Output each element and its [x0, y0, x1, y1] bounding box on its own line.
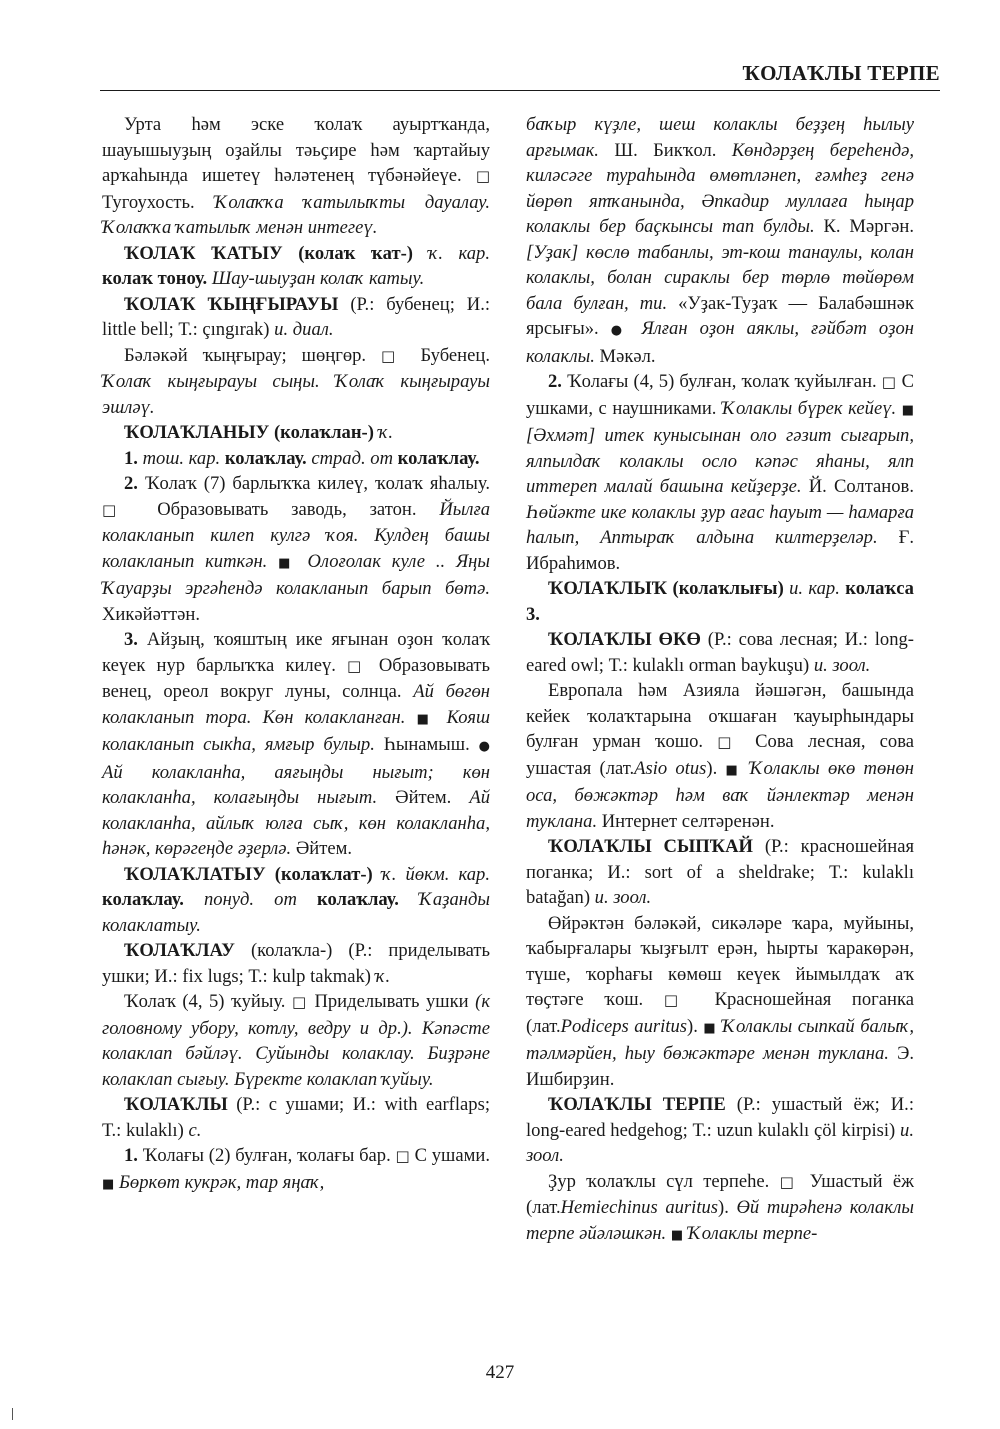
dictionary-entry: ҠОЛАҠЛЫ СЫПҠАЙ (Р.: красношейная поганка; И.: sort of a sheldrake; Т.: kulaklı batağan) и. зоол.	[526, 836, 914, 908]
dictionary-entry: ҠОЛАҠЛЫ ӨКӨ (Р.: сова лесная; И.: long-eared owl; Т.: kulaklı orman baykuşu) и. зоол.	[526, 629, 914, 676]
headword: ҠОЛАҠЛЫ СЫПҠАЙ	[548, 836, 753, 857]
page-number: 427	[485, 1362, 515, 1383]
dictionary-entry: ҠОЛАҠЛАТЫУ (колаҡлат-) ҡ. йөкм. кар. колаҡлау. понуд. от колаҡлау. Ҡаҙанды колаклатыу.	[102, 863, 490, 936]
headword: ҠОЛАҠЛЫ	[124, 1094, 228, 1115]
headword: ҠОЛАҠ ҠЫҢҒЫРАУЫ	[124, 293, 339, 315]
entry-continuation: баҡыр күҙле, шеш колаклы беҙҙең һылыу арғымак. Ш. Бикҡол. Көндәрҙең береһендә, киләсәге тураһында өмөтләнеп, ғәмһеҙ генә йөрөп ятҡанында, Әпкадир муллаға һыңар колаклы бер баҫкынсы тап булды. К. Мәргән. [Уҙак] көслө табанлы, эт-кош танаулы, колан колаклы, болан сираклы бер төрлө төйөрөм бала булған, ти. «Уҙак-Туҙаҡ — Балабәшнәк ярсығы». ● Ялған оҙон аяклы, ғәйбәт оҙон колаклы. Мәкәл.	[526, 114, 914, 367]
page-header	[100, 58, 940, 91]
sense: 2. Ҡолағы (4, 5) булған, ҡолаҡ ҡуйылған. □ С ушками, с наушниками. Ҡолаклы бүрек кейеү. ■ [Әхмәт] итек кунысынан оло гәзит сығарып, ялпылдаҡ колаклы осло кәпәс яһаны, ялп иттереп малай башына кейҙерҙе. Й. Солтанов. Һөйәкте ике колаклы ҙур ағас һауыт — һамарға һалып, Аптыраҡ алдына килтерҙеләр. Ғ. Ибраһимов.	[526, 371, 914, 574]
running-head: ҠОЛАҠЛЫ ТЕРПЕ	[742, 61, 940, 85]
headword: ҠОЛАҠЛАНЫУ	[124, 422, 270, 443]
headword: ҠОЛАҠЛЫ ӨКӨ	[548, 629, 701, 650]
headword: ҠОЛАҠЛАТЫУ	[124, 863, 266, 885]
dictionary-entry: ҠОЛАҠЛЫ ТЕРПЕ (Р.: ушастый ёж; И.: long-eared hedgehog; Т.: uzun kulaklı çöl kirpisi) и. зоол.	[526, 1094, 914, 1166]
entry-definition: Ҙур ҡолаҡлы сүл терпеһе. □ Ушастый ёж (лат.Hemiechinus auritus). Өй тирәһенә колаклы терпе әйәләшкән. ■ Ҡолаклы терпе-	[526, 1170, 915, 1244]
headword: ҠОЛАҠЛАУ	[124, 940, 235, 961]
dictionary-entry: ҠОЛАҠ ҠЫҢҒЫРАУЫ (Р.: бубенец; И.: little bell; Т.: çıngırak) и. диал.	[102, 293, 491, 340]
left-column	[102, 112, 490, 1197]
dictionary-entry: ҠОЛАҠ ҠАТЫУ (колаҡ ҡат-) ҡ. кар. колаҡ тоноу. Шау-шыуҙан колаҡ катыу.	[102, 242, 490, 289]
headword: ҠОЛАҠ ҠАТЫУ	[124, 242, 283, 264]
entry-definition: Бәләкәй ҡыңғырау; шөңгөр. □ Бубенец. Ҡолаҡ кыңғырауы сыңы. Ҡолаҡ кыңғырауы эшләү.	[102, 344, 490, 418]
sense: 3. Айҙың, ҡояштың ике яғынан оҙон ҡолаҡ кеүек нур барлыҡҡа килеү. □ Образовывать венец, ореол вокруг луны, солнца. Ай бөгөн колакланып тора. Көн колакланған. ■ Кояш колакланып сыкһа, ямғыр булыр. Һынамыш. ● Ай колакланһа, аяғыңды нығыт; көн колакланһа, колағыңды нығыт. Әйтем. Ай колакланһа, айлыҡ юлға сыҡ, көн колакланһа, һәнәк, көрәгеңде әҙерлә. Әйтем.	[102, 629, 490, 859]
sense: 1. тош. кар. колаҡлау. страд. от колаҡлау.	[124, 447, 480, 469]
dictionary-entry: ҠОЛАҠЛЫҠ (колаҡлығы) и. кар. колаҡса 3.	[526, 578, 914, 625]
headword: ҠОЛАҠЛЫ ТЕРПЕ	[548, 1094, 726, 1115]
entry-definition: Европала һәм Азияла йәшәгән, башында кейек ҡолаҡтарына оҡшаған ҡауырһындары булған урман ҡошо. □ Сова лесная, сова ушастая (лат.Asio otus). ■ Ҡолаклы өкө төнөн оса, бөжәктәр һәм ваҡ йәнлектәр менән туклана. Интернет селтәренән.	[526, 680, 914, 832]
sense: 1. Ҡолағы (2) булған, ҡолағы бар. □ С ушами. ■ Бөркөт кукрәк, тар яңаҡ,	[102, 1145, 490, 1193]
entry-definition: Ҡолаҡ (4, 5) ҡуйыу. □ Приделывать ушки (к головному убору, котлу, ведру и др.). Кәпәсте колаклап бәйләү. Суйынды колаклау. Биҙрәне колаклап сығыу. Бүректе колаклап ҡуйыу.	[102, 991, 491, 1090]
scan-artifact	[12, 1408, 13, 1420]
entry-continuation: Урта һәм эске ҡолаҡ ауыртҡанда, шауышыуҙың оҙайлы тәьҫире һәм ҡартайыу арҡаһында ишетеү һәләтенең түбәнәйеүе. □ Тугоухость. Ҡолаҡҡа ҡатылыҡты дауалау. Ҡолаҡҡа ҡатылыҡ менән интегеү.	[102, 114, 490, 238]
right-column	[526, 112, 914, 1248]
dictionary-entry: ҠОЛАҠЛАНЫУ (колаҡлан-) ҡ.	[124, 422, 394, 443]
entry-definition: Өйрәктән бәләкәй, сикәләре ҡара, муйыны, ҡабырғалары ҡыҙғылт ерән, һырты ҡаракөрән, түше, ҡорһағы көмөш кеүек йымылдаҡ аҡ төҫтәге ҡош. □ Красношейная поганка (лат.Podiceps auritus). ■ Ҡолаклы сыпкай балыҡ, тәлмәрйен, һыу бөжәктәре менән туклана. Э. Ишбирҙин.	[526, 912, 914, 1090]
dictionary-entry: ҠОЛАҠЛЫ (Р.: с ушами; И.: with earflaps; Т.: kulaklı) с.	[102, 1094, 490, 1141]
headword: ҠОЛАҠЛЫҠ	[548, 578, 668, 599]
dictionary-entry: ҠОЛАҠЛАУ (колаҡла-) (Р.: приделывать ушки; И.: fix lugs; Т.: kulp takmak) ҡ.	[102, 940, 490, 987]
sense: 2. Ҡолаҡ (7) барлыҡҡа килеү, ҡолаҡ яһалыу. □ Образовывать заводь, затон. Йылға колакланып килеп кулгә ҡоя. Кулдең башы колакланып киткән. ■ Олоғолак куле .. Яңы Ҡауарҙы эргәһендә колакланып барып бөтә. Хикәйәттән.	[102, 473, 490, 625]
